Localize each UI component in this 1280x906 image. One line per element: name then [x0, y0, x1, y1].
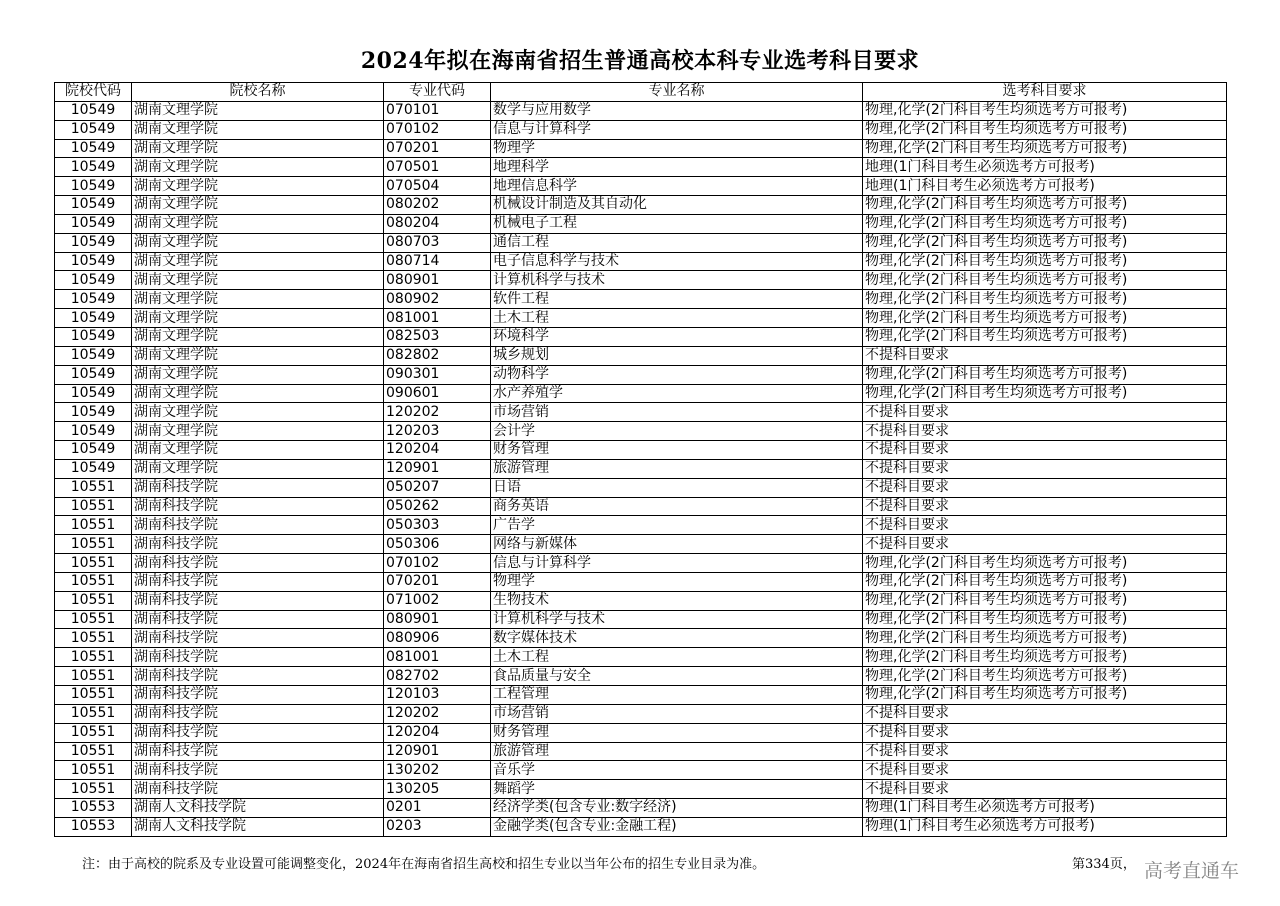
cell-major-code: 120103: [384, 686, 491, 705]
cell-subject-requirement: 物理,化学(2门科目考生均须选考方可报考): [863, 572, 1227, 591]
cell-subject-requirement: 物理,化学(2门科目考生均须选考方可报考): [863, 309, 1227, 328]
cell-school-code: 10551: [55, 478, 132, 497]
cell-major-name: 工程管理: [491, 686, 863, 705]
cell-school-code: 10549: [55, 214, 132, 233]
cell-major-code: 050303: [384, 516, 491, 535]
cell-school-code: 10551: [55, 723, 132, 742]
cell-school-code: 10551: [55, 742, 132, 761]
cell-school-code: 10551: [55, 554, 132, 573]
cell-subject-requirement: 物理,化学(2门科目考生均须选考方可报考): [863, 686, 1227, 705]
cell-subject-requirement: 不提科目要求: [863, 535, 1227, 554]
cell-major-name: 财务管理: [491, 441, 863, 460]
cell-school-code: 10551: [55, 704, 132, 723]
cell-school-name: 湖南文理学院: [132, 139, 384, 158]
cell-school-code: 10549: [55, 459, 132, 478]
table-row: [55, 252, 1227, 271]
cell-major-name: 软件工程: [491, 290, 863, 309]
cell-major-code: 082702: [384, 667, 491, 686]
cell-subject-requirement: 物理,化学(2门科目考生均须选考方可报考): [863, 667, 1227, 686]
subject-requirements-table: [54, 82, 1227, 837]
cell-school-code: 10549: [55, 346, 132, 365]
cell-major-name: 地理科学: [491, 158, 863, 177]
cell-major-code: 071002: [384, 591, 491, 610]
cell-major-name: 商务英语: [491, 497, 863, 516]
cell-major-name: 经济学类(包含专业:数字经济): [491, 799, 863, 818]
table-row: [55, 591, 1227, 610]
page-title: 2024年拟在海南省招生普通高校本科专业选考科目要求: [360, 48, 920, 74]
cell-major-name: 数字媒体技术: [491, 629, 863, 648]
cell-subject-requirement: 物理,化学(2门科目考生均须选考方可报考): [863, 196, 1227, 215]
cell-major-code: 081001: [384, 309, 491, 328]
table-row: [55, 572, 1227, 591]
table-row: [55, 441, 1227, 460]
cell-school-code: 10549: [55, 139, 132, 158]
cell-major-code: 080901: [384, 271, 491, 290]
cell-major-code: 0201: [384, 799, 491, 818]
cell-major-code: 070102: [384, 554, 491, 573]
column-header-major-code: 专业代码: [384, 83, 491, 102]
cell-subject-requirement: 物理,化学(2门科目考生均须选考方可报考): [863, 648, 1227, 667]
column-header-major-name: 专业名称: [491, 83, 863, 102]
cell-major-name: 市场营销: [491, 403, 863, 422]
cell-major-code: 130205: [384, 780, 491, 799]
table-row: [55, 686, 1227, 705]
cell-school-name: 湖南科技学院: [132, 554, 384, 573]
cell-school-code: 10549: [55, 309, 132, 328]
cell-subject-requirement: 物理,化学(2门科目考生均须选考方可报考): [863, 214, 1227, 233]
cell-major-code: 082802: [384, 346, 491, 365]
cell-subject-requirement: 地理(1门科目考生必须选考方可报考): [863, 158, 1227, 177]
cell-major-code: 070201: [384, 572, 491, 591]
cell-school-code: 10551: [55, 497, 132, 516]
table-row: [55, 271, 1227, 290]
table-row: [55, 403, 1227, 422]
cell-subject-requirement: 不提科目要求: [863, 761, 1227, 780]
cell-subject-requirement: 不提科目要求: [863, 723, 1227, 742]
cell-major-name: 会计学: [491, 422, 863, 441]
cell-school-code: 10551: [55, 535, 132, 554]
cell-school-name: 湖南科技学院: [132, 723, 384, 742]
table-row: [55, 290, 1227, 309]
table-row: [55, 667, 1227, 686]
cell-subject-requirement: 不提科目要求: [863, 780, 1227, 799]
table-row: [55, 704, 1227, 723]
cell-major-code: 080703: [384, 233, 491, 252]
cell-major-name: 机械设计制造及其自动化: [491, 196, 863, 215]
table-row: [55, 648, 1227, 667]
cell-major-name: 动物科学: [491, 365, 863, 384]
cell-school-code: 10551: [55, 686, 132, 705]
cell-school-name: 湖南人文科技学院: [132, 817, 384, 836]
table-header-row: [55, 83, 1227, 102]
table-row: [55, 158, 1227, 177]
table-row: [55, 327, 1227, 346]
cell-school-code: 10549: [55, 422, 132, 441]
cell-subject-requirement: 不提科目要求: [863, 346, 1227, 365]
column-header-subject-requirement: 选考科目要求: [863, 83, 1227, 102]
cell-major-code: 070102: [384, 120, 491, 139]
cell-major-name: 音乐学: [491, 761, 863, 780]
cell-major-name: 信息与计算科学: [491, 554, 863, 573]
cell-school-code: 10549: [55, 233, 132, 252]
cell-school-code: 10551: [55, 648, 132, 667]
cell-school-name: 湖南科技学院: [132, 516, 384, 535]
cell-school-name: 湖南文理学院: [132, 309, 384, 328]
cell-major-name: 金融学类(包含专业:金融工程): [491, 817, 863, 836]
cell-subject-requirement: 不提科目要求: [863, 516, 1227, 535]
cell-major-code: 120901: [384, 459, 491, 478]
cell-major-code: 080204: [384, 214, 491, 233]
cell-school-name: 湖南文理学院: [132, 422, 384, 441]
cell-school-code: 10549: [55, 290, 132, 309]
cell-major-name: 食品质量与安全: [491, 667, 863, 686]
cell-school-code: 10549: [55, 441, 132, 460]
cell-major-name: 网络与新媒体: [491, 535, 863, 554]
cell-major-code: 120202: [384, 704, 491, 723]
table-body: [55, 101, 1227, 836]
cell-school-code: 10551: [55, 780, 132, 799]
table-row: [55, 233, 1227, 252]
cell-major-name: 数学与应用数学: [491, 101, 863, 120]
cell-major-name: 旅游管理: [491, 459, 863, 478]
cell-school-name: 湖南文理学院: [132, 196, 384, 215]
cell-school-code: 10551: [55, 761, 132, 780]
table-row: [55, 120, 1227, 139]
cell-school-name: 湖南科技学院: [132, 780, 384, 799]
cell-subject-requirement: 不提科目要求: [863, 459, 1227, 478]
cell-subject-requirement: 物理,化学(2门科目考生均须选考方可报考): [863, 327, 1227, 346]
cell-school-name: 湖南科技学院: [132, 742, 384, 761]
footer-note: 注：由于高校的院系及专业设置可能调整变化，2024年在海南省招生高校和招生专业以当年公布的招生专业目录为准。: [82, 857, 766, 872]
cell-school-name: 湖南文理学院: [132, 403, 384, 422]
cell-major-code: 070501: [384, 158, 491, 177]
cell-subject-requirement: 不提科目要求: [863, 704, 1227, 723]
cell-major-name: 物理学: [491, 572, 863, 591]
cell-subject-requirement: 地理(1门科目考生必须选考方可报考): [863, 177, 1227, 196]
cell-major-name: 日语: [491, 478, 863, 497]
cell-school-code: 10549: [55, 120, 132, 139]
table-row: [55, 629, 1227, 648]
cell-school-name: 湖南文理学院: [132, 271, 384, 290]
cell-major-name: 水产养殖学: [491, 384, 863, 403]
cell-major-code: 050306: [384, 535, 491, 554]
cell-school-code: 10549: [55, 196, 132, 215]
watermark-logo: 高考直通车: [1144, 860, 1240, 882]
cell-major-code: 120204: [384, 723, 491, 742]
cell-major-code: 090301: [384, 365, 491, 384]
cell-major-code: 082503: [384, 327, 491, 346]
cell-major-name: 市场营销: [491, 704, 863, 723]
cell-major-code: 070504: [384, 177, 491, 196]
cell-school-name: 湖南文理学院: [132, 459, 384, 478]
cell-school-name: 湖南文理学院: [132, 327, 384, 346]
table-row: [55, 177, 1227, 196]
cell-school-name: 湖南文理学院: [132, 252, 384, 271]
cell-subject-requirement: 物理,化学(2门科目考生均须选考方可报考): [863, 139, 1227, 158]
cell-subject-requirement: 物理,化学(2门科目考生均须选考方可报考): [863, 120, 1227, 139]
cell-major-code: 120901: [384, 742, 491, 761]
cell-subject-requirement: 不提科目要求: [863, 497, 1227, 516]
cell-major-code: 120202: [384, 403, 491, 422]
cell-major-name: 土木工程: [491, 648, 863, 667]
cell-school-code: 10551: [55, 591, 132, 610]
cell-school-code: 10551: [55, 610, 132, 629]
cell-subject-requirement: 物理,化学(2门科目考生均须选考方可报考): [863, 610, 1227, 629]
column-header-school-code: 院校代码: [55, 83, 132, 102]
cell-major-name: 城乡规划: [491, 346, 863, 365]
cell-school-name: 湖南科技学院: [132, 629, 384, 648]
cell-subject-requirement: 不提科目要求: [863, 478, 1227, 497]
cell-school-name: 湖南科技学院: [132, 610, 384, 629]
page-number: 第334页，: [1072, 857, 1136, 872]
cell-major-name: 通信工程: [491, 233, 863, 252]
cell-major-name: 电子信息科学与技术: [491, 252, 863, 271]
cell-school-name: 湖南科技学院: [132, 704, 384, 723]
cell-major-name: 财务管理: [491, 723, 863, 742]
cell-school-code: 10549: [55, 101, 132, 120]
cell-school-code: 10549: [55, 403, 132, 422]
cell-major-code: 080906: [384, 629, 491, 648]
cell-school-code: 10549: [55, 327, 132, 346]
cell-school-code: 10551: [55, 516, 132, 535]
table-row: [55, 554, 1227, 573]
cell-major-name: 地理信息科学: [491, 177, 863, 196]
cell-subject-requirement: 物理,化学(2门科目考生均须选考方可报考): [863, 554, 1227, 573]
cell-subject-requirement: 物理,化学(2门科目考生均须选考方可报考): [863, 233, 1227, 252]
cell-subject-requirement: 物理,化学(2门科目考生均须选考方可报考): [863, 629, 1227, 648]
cell-subject-requirement: 物理(1门科目考生必须选考方可报考): [863, 799, 1227, 818]
table-row: [55, 742, 1227, 761]
table-row: [55, 799, 1227, 818]
cell-major-code: 050207: [384, 478, 491, 497]
cell-school-name: 湖南文理学院: [132, 384, 384, 403]
cell-school-name: 湖南文理学院: [132, 101, 384, 120]
cell-school-code: 10549: [55, 384, 132, 403]
table-row: [55, 139, 1227, 158]
cell-major-code: 070201: [384, 139, 491, 158]
cell-major-code: 090601: [384, 384, 491, 403]
cell-school-name: 湖南科技学院: [132, 497, 384, 516]
cell-school-name: 湖南科技学院: [132, 648, 384, 667]
cell-subject-requirement: 物理,化学(2门科目考生均须选考方可报考): [863, 252, 1227, 271]
cell-school-name: 湖南文理学院: [132, 120, 384, 139]
table-row: [55, 478, 1227, 497]
cell-school-name: 湖南文理学院: [132, 441, 384, 460]
cell-school-code: 10549: [55, 158, 132, 177]
cell-school-code: 10551: [55, 629, 132, 648]
cell-school-name: 湖南文理学院: [132, 290, 384, 309]
cell-subject-requirement: 物理(1门科目考生必须选考方可报考): [863, 817, 1227, 836]
cell-school-name: 湖南人文科技学院: [132, 799, 384, 818]
table-row: [55, 196, 1227, 215]
cell-subject-requirement: 不提科目要求: [863, 422, 1227, 441]
cell-subject-requirement: 物理,化学(2门科目考生均须选考方可报考): [863, 384, 1227, 403]
cell-school-code: 10549: [55, 252, 132, 271]
cell-major-name: 环境科学: [491, 327, 863, 346]
table-row: [55, 535, 1227, 554]
cell-major-code: 080202: [384, 196, 491, 215]
cell-major-code: 081001: [384, 648, 491, 667]
cell-school-name: 湖南科技学院: [132, 535, 384, 554]
cell-subject-requirement: 物理,化学(2门科目考生均须选考方可报考): [863, 290, 1227, 309]
cell-major-name: 物理学: [491, 139, 863, 158]
table-row: [55, 101, 1227, 120]
cell-school-name: 湖南科技学院: [132, 761, 384, 780]
table-row: [55, 422, 1227, 441]
cell-major-name: 机械电子工程: [491, 214, 863, 233]
cell-major-name: 旅游管理: [491, 742, 863, 761]
cell-school-name: 湖南文理学院: [132, 158, 384, 177]
cell-major-code: 080902: [384, 290, 491, 309]
cell-major-code: 080901: [384, 610, 491, 629]
table-row: [55, 610, 1227, 629]
cell-major-name: 计算机科学与技术: [491, 271, 863, 290]
cell-school-name: 湖南科技学院: [132, 591, 384, 610]
cell-school-code: 10549: [55, 365, 132, 384]
cell-school-code: 10553: [55, 817, 132, 836]
cell-subject-requirement: 不提科目要求: [863, 441, 1227, 460]
table-row: [55, 761, 1227, 780]
table-row: [55, 384, 1227, 403]
table-row: [55, 365, 1227, 384]
table-row: [55, 516, 1227, 535]
cell-school-name: 湖南文理学院: [132, 177, 384, 196]
cell-major-code: 120204: [384, 441, 491, 460]
cell-subject-requirement: 物理,化学(2门科目考生均须选考方可报考): [863, 271, 1227, 290]
cell-major-name: 计算机科学与技术: [491, 610, 863, 629]
cell-school-code: 10549: [55, 177, 132, 196]
table-row: [55, 497, 1227, 516]
cell-major-code: 120203: [384, 422, 491, 441]
cell-subject-requirement: 物理,化学(2门科目考生均须选考方可报考): [863, 591, 1227, 610]
column-header-school-name: 院校名称: [132, 83, 384, 102]
cell-school-name: 湖南文理学院: [132, 214, 384, 233]
cell-major-name: 广告学: [491, 516, 863, 535]
cell-school-name: 湖南科技学院: [132, 572, 384, 591]
cell-school-code: 10551: [55, 572, 132, 591]
cell-major-code: 130202: [384, 761, 491, 780]
cell-school-code: 10551: [55, 667, 132, 686]
cell-subject-requirement: 不提科目要求: [863, 403, 1227, 422]
table-row: [55, 817, 1227, 836]
table-row: [55, 309, 1227, 328]
cell-subject-requirement: 物理,化学(2门科目考生均须选考方可报考): [863, 101, 1227, 120]
cell-major-name: 舞蹈学: [491, 780, 863, 799]
cell-major-code: 050262: [384, 497, 491, 516]
cell-school-code: 10553: [55, 799, 132, 818]
cell-subject-requirement: 不提科目要求: [863, 742, 1227, 761]
cell-major-code: 0203: [384, 817, 491, 836]
table-row: [55, 459, 1227, 478]
table-row: [55, 214, 1227, 233]
table-row: [55, 346, 1227, 365]
cell-school-name: 湖南文理学院: [132, 365, 384, 384]
table-row: [55, 723, 1227, 742]
cell-subject-requirement: 物理,化学(2门科目考生均须选考方可报考): [863, 365, 1227, 384]
cell-school-name: 湖南科技学院: [132, 686, 384, 705]
cell-major-code: 070101: [384, 101, 491, 120]
table-row: [55, 780, 1227, 799]
cell-school-code: 10549: [55, 271, 132, 290]
cell-major-code: 080714: [384, 252, 491, 271]
cell-major-name: 信息与计算科学: [491, 120, 863, 139]
cell-school-name: 湖南文理学院: [132, 346, 384, 365]
cell-school-name: 湖南文理学院: [132, 233, 384, 252]
cell-school-name: 湖南科技学院: [132, 478, 384, 497]
cell-major-name: 土木工程: [491, 309, 863, 328]
cell-major-name: 生物技术: [491, 591, 863, 610]
cell-school-name: 湖南科技学院: [132, 667, 384, 686]
